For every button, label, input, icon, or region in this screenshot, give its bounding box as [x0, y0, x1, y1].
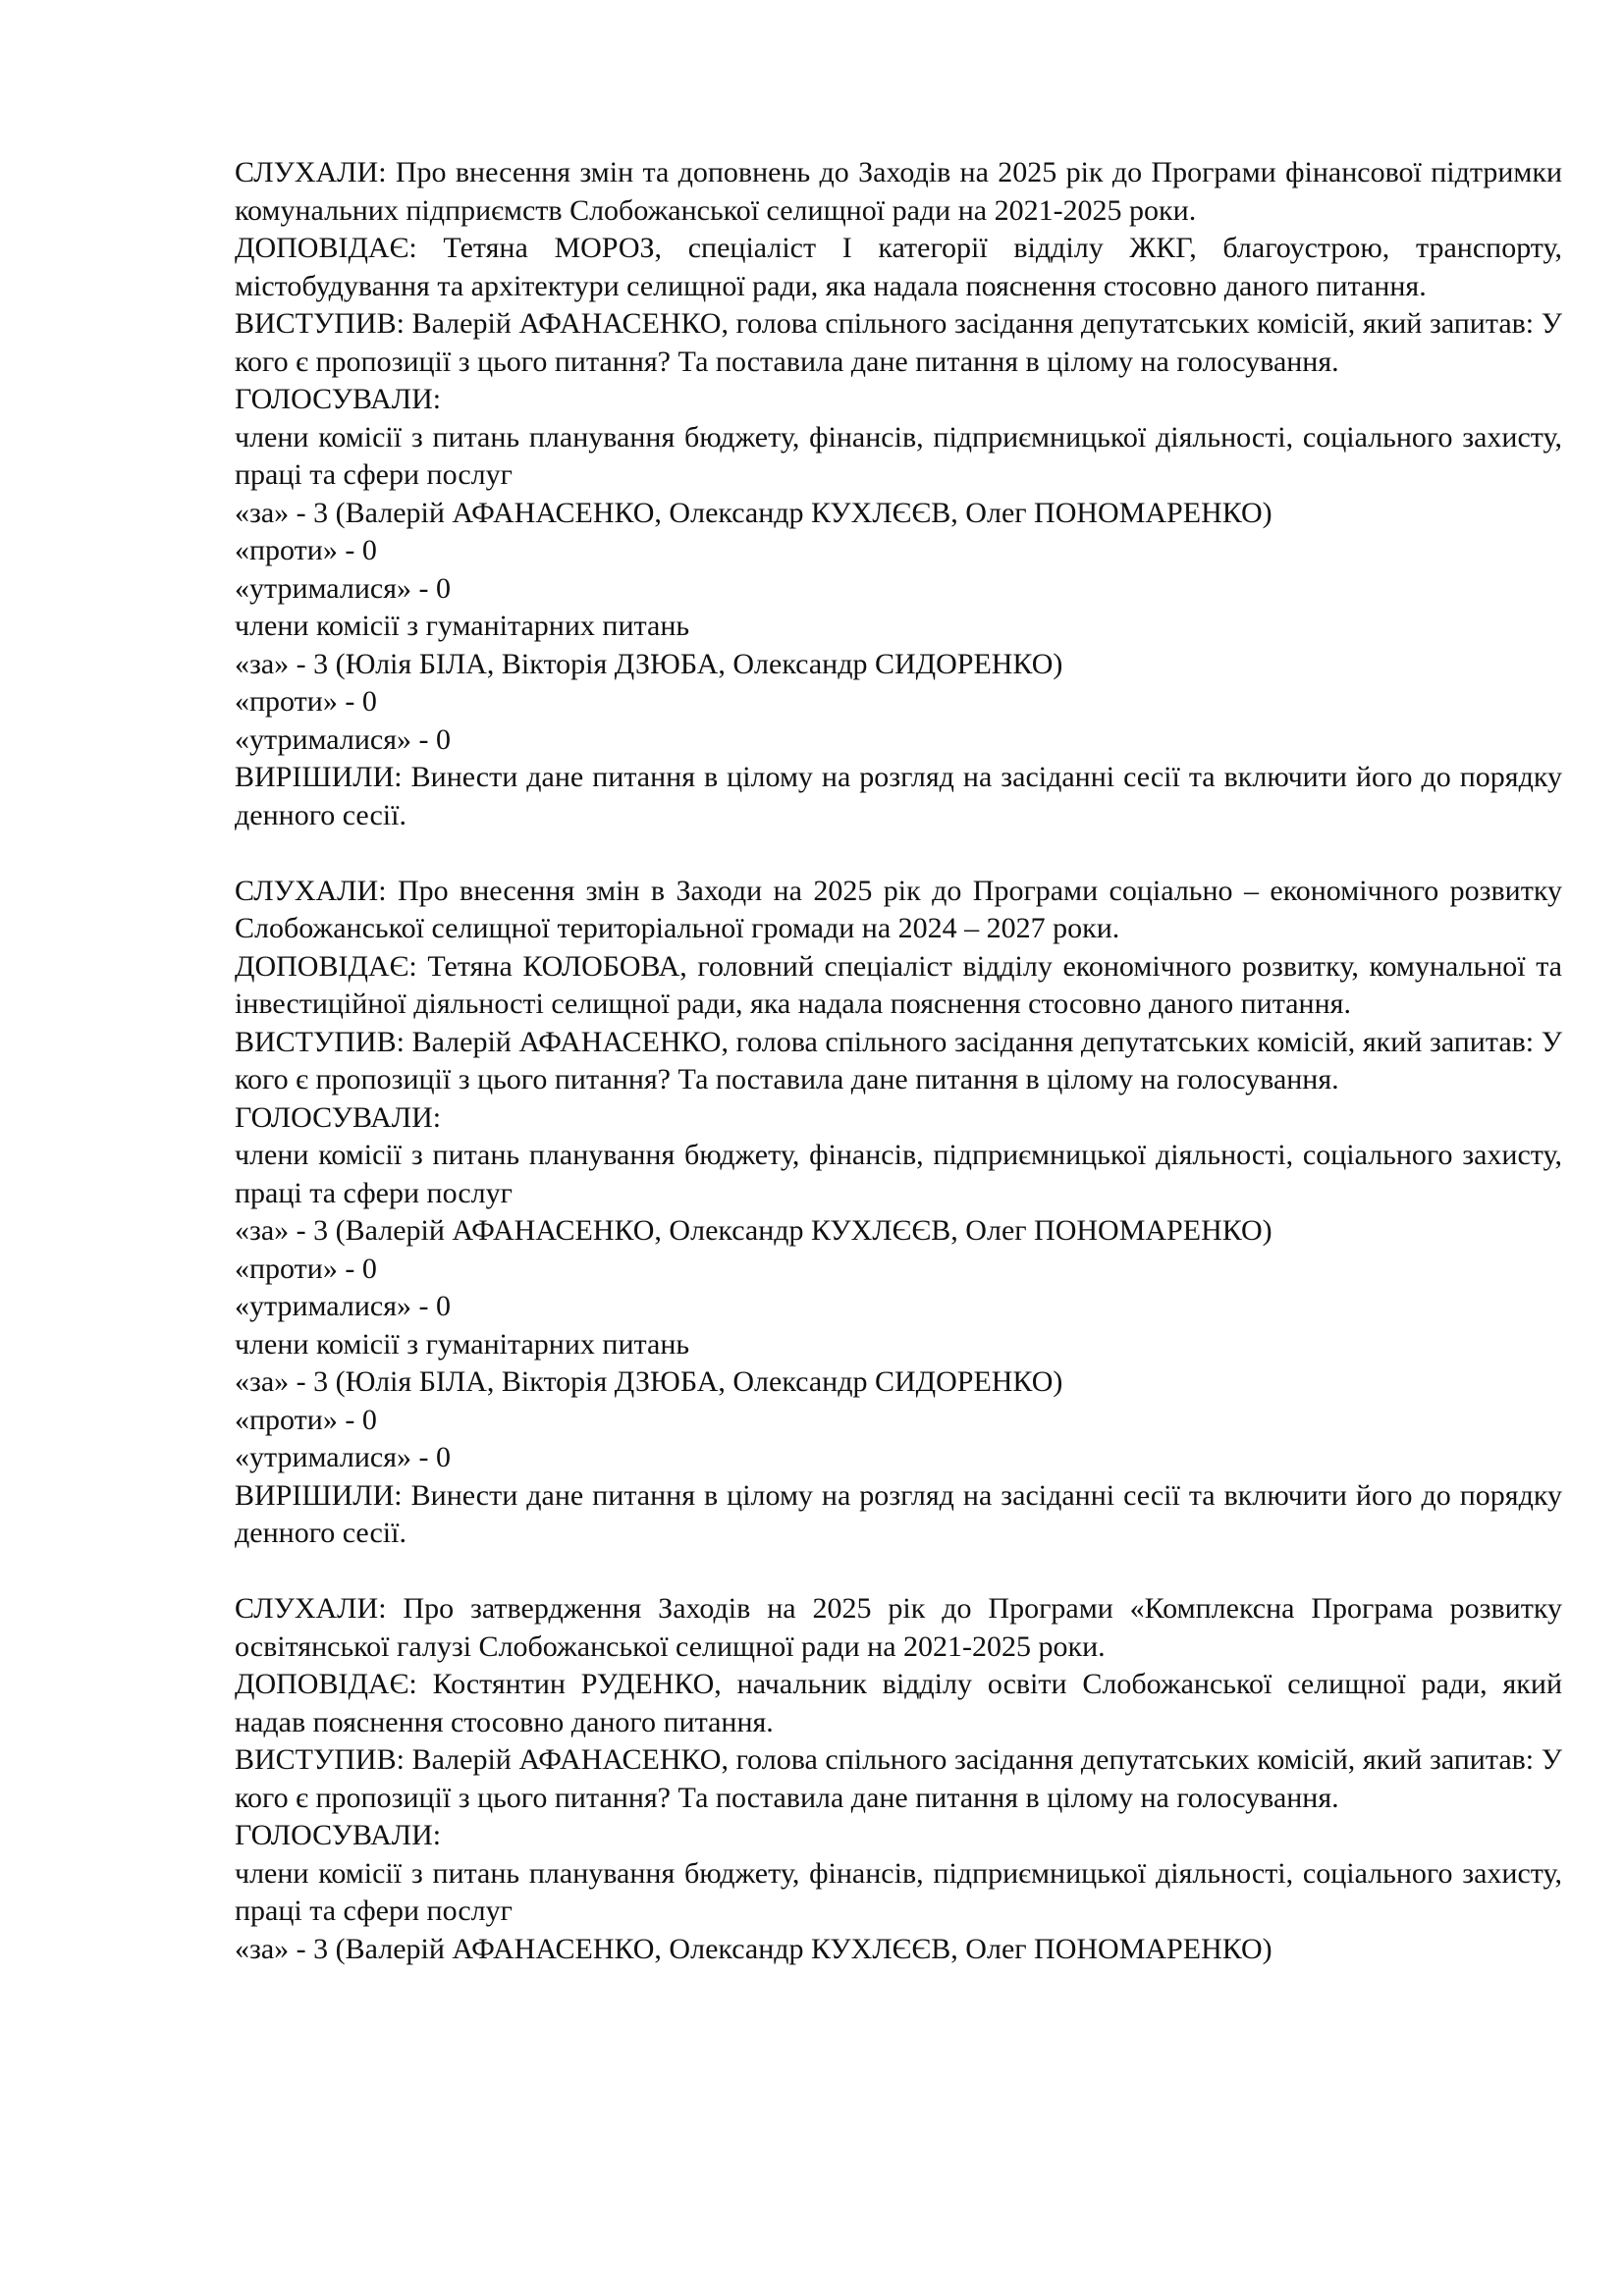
vote-against: «проти» - 0: [235, 685, 377, 718]
reports-label: ДОПОВІДАЄ:: [235, 232, 417, 264]
spoke-label: ВИСТУПИВ:: [235, 1025, 405, 1058]
heard-text: Про затвердження Заходів на 2025 рік до Програми «Комплексна Програма розвитку освітянської галузі Слобожанської селищної ради на 2021-2025 роки.: [235, 1592, 1563, 1663]
vote-for: «за» - 3 (Юлія БІЛА, Вікторія ДЗЮБА, Олександр СИДОРЕНКО): [235, 647, 1063, 680]
decided-text: Винести дане питання в цілому на розгляд на засіданні сесії та включити його до порядку денного сесії.: [235, 1478, 1563, 1549]
reports-text: Тетяна МОРОЗ, спеціаліст І категорії відділу ЖКГ, благоустрою, транспорту, містобудування та архітектури селищної ради, яка надала пояснення стосовно даного питання.: [235, 232, 1563, 302]
heard-label: СЛУХАЛИ:: [235, 1592, 387, 1625]
reports-text: Тетяна КОЛОБОВА, головний спеціаліст відділу економічного розвитку, комунальної та інвестиційної діяльності селищної ради, яка надала пояснення стосовно даного питання.: [235, 949, 1562, 1020]
heard-paragraph: [235, 154, 1562, 230]
decided-paragraph: [235, 759, 1562, 834]
voted-label: ГОЛОСУВАЛИ:: [235, 1100, 442, 1134]
vote-for: «за» - 3 (Валерій АФАНАСЕНКО, Олександр КУХЛЄЄВ, Олег ПОНОМАРЕНКО): [235, 1214, 1272, 1247]
spoke-text: Валерій АФАНАСЕНКО, голова спільного засідання депутатських комісій, який запитав: У кого є пропозиції з цього питання? Та поставила дане питання в цілому на голосування.: [235, 307, 1562, 378]
vote-for: «за» - 3 (Юлія БІЛА, Вікторія ДЗЮБА, Олександр СИДОРЕНКО): [235, 1365, 1063, 1398]
committee-budget: члени комісії з питань планування бюджету, фінансів, підприємницької діяльності, соціального захисту, праці та сфери послуг: [235, 1139, 1562, 1209]
document-page: [235, 154, 1562, 2006]
reports-paragraph: [235, 230, 1562, 305]
decided-text: Винести дане питання в цілому на розгляд на засіданні сесії та включити його до порядку денного сесії.: [235, 761, 1563, 831]
reports-label: ДОПОВІДАЄ:: [235, 949, 417, 983]
decided-label: ВИРІШИЛИ:: [235, 1478, 403, 1512]
spoke-label: ВИСТУПИВ:: [235, 307, 405, 340]
spoke-paragraph: [235, 305, 1562, 381]
spoke-paragraph: [235, 1024, 1562, 1099]
committee-budget: члени комісії з питань планування бюджету, фінансів, підприємницької діяльності, соціального захисту, праці та сфери послуг: [235, 1856, 1562, 1927]
vote-abstained: «утрималися» - 0: [235, 1441, 452, 1473]
spoke-label: ВИСТУПИВ:: [235, 1743, 405, 1776]
committee-humanitarian: члени комісії з гуманітарних питань: [235, 610, 690, 642]
heard-label: СЛУХАЛИ:: [235, 874, 387, 907]
vote-for: «за» - 3 (Валерій АФАНАСЕНКО, Олександр КУХЛЄЄВ, Олег ПОНОМАРЕНКО): [235, 496, 1272, 529]
vote-abstained: «утрималися» - 0: [235, 571, 452, 605]
reports-label: ДОПОВІДАЄ:: [235, 1668, 417, 1700]
committee-humanitarian: члени комісії з гуманітарних питань: [235, 1327, 690, 1361]
spoke-text: Валерій АФАНАСЕНКО, голова спільного засідання депутатських комісій, який запитав: У кого є пропозиції з цього питання? Та поставила дане питання в цілому на голосування.: [235, 1025, 1562, 1095]
vote-abstained: «утрималися» - 0: [235, 1290, 452, 1322]
reports-text: Костянтин РУДЕНКО, начальник відділу освіти Слобожанської селищної ради, який надав пояснення стосовно даного питання.: [235, 1668, 1562, 1738]
voted-label: ГОЛОСУВАЛИ:: [235, 1819, 442, 1851]
heard-paragraph: [235, 1590, 1562, 1666]
reports-paragraph: [235, 948, 1562, 1024]
agenda-item-1: [235, 154, 1562, 834]
vote-against: «проти» - 0: [235, 1403, 377, 1436]
spoke-text: Валерій АФАНАСЕНКО, голова спільного засідання депутатських комісій, який запитав: У кого є пропозиції з цього питання? Та поставила дане питання в цілому на голосування.: [235, 1743, 1562, 1814]
decided-paragraph: [235, 1477, 1562, 1553]
spoke-paragraph: [235, 1741, 1562, 1817]
heard-label: СЛУХАЛИ:: [235, 156, 387, 188]
reports-paragraph: [235, 1666, 1562, 1741]
vote-against: «проти» - 0: [235, 1252, 377, 1285]
vote-for: «за» - 3 (Валерій АФАНАСЕНКО, Олександр КУХЛЄЄВ, Олег ПОНОМАРЕНКО): [235, 1932, 1272, 1965]
agenda-item-2: [235, 873, 1562, 1553]
heard-text: Про внесення змін в Заходи на 2025 рік до Програми соціально – економічного розвитку Слобожанської селищної територіальної громади на 2024 – 2027 роки.: [235, 874, 1563, 944]
committee-budget: члени комісії з питань планування бюджету, фінансів, підприємницької діяльності, соціального захисту, праці та сфери послуг: [235, 420, 1562, 491]
heard-text: Про внесення змін та доповнень до Заходів на 2025 рік до Програми фінансової підтримки комунальних підприємств Слобожанської селищної ради на 2021-2025 роки.: [235, 156, 1562, 227]
vote-abstained: «утрималися» - 0: [235, 722, 452, 756]
heard-paragraph: [235, 873, 1562, 948]
vote-against: «проти» - 0: [235, 534, 377, 566]
voted-label: ГОЛОСУВАЛИ:: [235, 383, 442, 415]
agenda-item-3: [235, 1590, 1562, 1968]
decided-label: ВИРІШИЛИ:: [235, 761, 403, 793]
